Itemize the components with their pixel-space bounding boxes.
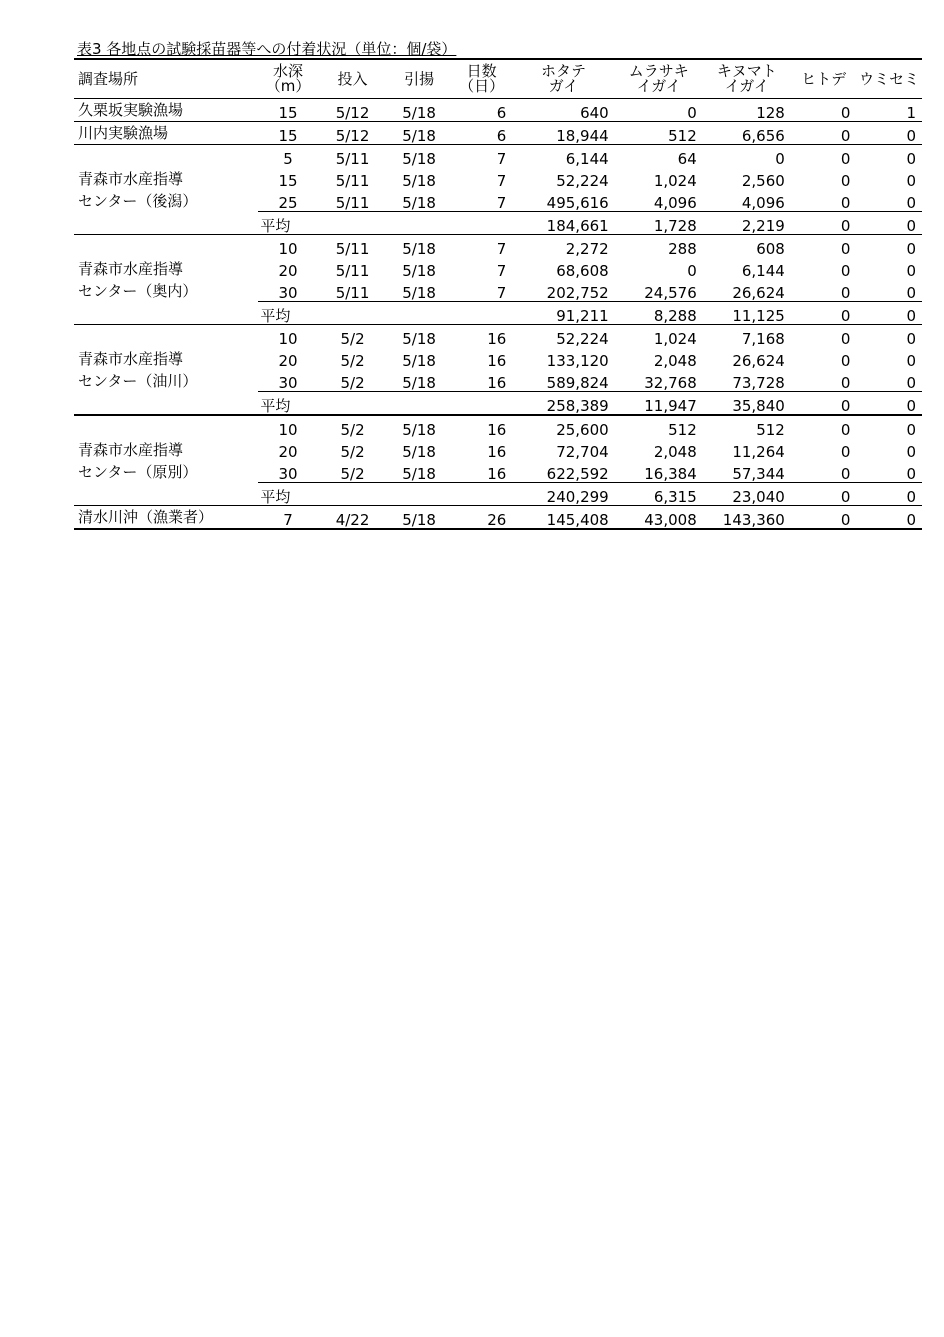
depth-cell: 30 — [278, 374, 298, 392]
header-murasaki: ムラサキ イガイ — [615, 59, 703, 99]
umisemi-cell: 0 — [906, 262, 916, 280]
murasaki-cell: 64 — [677, 150, 697, 168]
hitode-cell: 0 — [840, 240, 851, 258]
header-hotate: ホタテ ガイ — [512, 59, 614, 99]
average-hitode-cell: 0 — [791, 392, 857, 416]
hotate-cell: 202,752 — [546, 284, 609, 302]
out-cell: 5/18 — [402, 465, 436, 483]
days-cell: 16 — [487, 352, 507, 370]
hotate-cell: 18,944 — [512, 122, 614, 145]
kinumato-cell: 6,656 — [703, 122, 791, 145]
table-row — [74, 99, 922, 122]
table-row — [74, 122, 922, 145]
umisemi-cell: 1 — [856, 99, 922, 122]
header-in: 投入 — [318, 59, 388, 99]
in-cell: 5/2 — [340, 421, 365, 439]
days-cell: 7 — [496, 262, 507, 280]
hotate-cell: 640 — [512, 99, 614, 122]
hitode-cell: 0 — [840, 262, 851, 280]
average-umisemi-cell: 0 — [856, 392, 922, 416]
site-name-line: センター（油川） — [78, 371, 198, 390]
average-umisemi-cell: 0 — [856, 212, 922, 235]
hitode-cell: 0 — [840, 374, 851, 392]
site-cell — [74, 415, 258, 506]
header-row — [74, 59, 922, 99]
umisemi-cell: 0 — [856, 122, 922, 145]
site-cell — [74, 325, 258, 416]
site-cell — [74, 506, 258, 530]
murasaki-cell: 2,048 — [653, 443, 697, 461]
murasaki-cell: 1,024 — [653, 330, 697, 348]
average-label: 平均 — [258, 483, 512, 506]
header-site: 調査場所 — [74, 59, 258, 99]
murasaki-cell: 512 — [615, 122, 703, 145]
murasaki-cell: 0 — [687, 262, 697, 280]
average-kinumato-cell: 2,219 — [703, 212, 791, 235]
kinumato-cell: 4,096 — [741, 194, 785, 212]
depth-cell: 20 — [278, 352, 298, 370]
site-name-line: センター（奥内） — [78, 281, 198, 300]
table-row — [74, 415, 922, 438]
days-cell: 16 — [487, 465, 507, 483]
depth-cell: 30 — [278, 465, 298, 483]
days-cell: 7 — [496, 284, 507, 302]
hotate-cell: 495,616 — [546, 194, 609, 212]
out-cell: 5/18 — [402, 284, 436, 302]
murasaki-cell: 16,384 — [644, 465, 697, 483]
depth-cell: 15 — [278, 172, 298, 190]
days-cell: 7 — [496, 240, 507, 258]
header-days: 日数 （日） — [451, 59, 512, 99]
table-body — [74, 99, 922, 530]
umisemi-cell: 0 — [906, 172, 916, 190]
depth-cell: 30 — [278, 284, 298, 302]
umisemi-cell: 0 — [906, 421, 916, 439]
average-umisemi-cell: 0 — [856, 483, 922, 506]
depth-cell: 10 — [278, 421, 298, 439]
kinumato-cell: 608 — [756, 240, 785, 258]
hitode-cell: 0 — [791, 99, 857, 122]
murasaki-cell: 43,008 — [615, 506, 703, 530]
kinumato-cell: 73,728 — [732, 374, 785, 392]
in-cell: 5/11 — [335, 240, 370, 258]
average-hotate-cell: 91,211 — [512, 302, 614, 325]
umisemi-cell: 0 — [856, 506, 922, 530]
kinumato-cell: 26,624 — [732, 284, 785, 302]
hitode-cell: 0 — [840, 443, 851, 461]
out-cell: 5/18 — [402, 194, 436, 212]
kinumato-cell: 11,264 — [732, 443, 785, 461]
umisemi-cell: 0 — [906, 284, 916, 302]
murasaki-cell: 1,024 — [653, 172, 697, 190]
average-kinumato-cell: 35,840 — [703, 392, 791, 416]
murasaki-cell: 512 — [668, 421, 697, 439]
out-cell: 5/18 — [387, 506, 450, 530]
kinumato-cell: 7,168 — [741, 330, 785, 348]
in-cell: 5/12 — [318, 99, 388, 122]
out-cell: 5/18 — [402, 374, 436, 392]
average-label: 平均 — [258, 392, 512, 416]
umisemi-cell: 0 — [906, 330, 916, 348]
average-label: 平均 — [258, 302, 512, 325]
days-cell: 16 — [487, 374, 507, 392]
days-cell: 16 — [487, 330, 507, 348]
hotate-cell: 2,272 — [565, 240, 609, 258]
murasaki-cell: 288 — [668, 240, 697, 258]
out-cell: 5/18 — [387, 122, 450, 145]
umisemi-cell: 0 — [906, 374, 916, 392]
hitode-cell: 0 — [840, 172, 851, 190]
murasaki-cell: 0 — [615, 99, 703, 122]
depth-cell: 20 — [278, 262, 298, 280]
umisemi-cell: 0 — [906, 194, 916, 212]
hitode-cell: 0 — [840, 421, 851, 439]
murasaki-cell: 32,768 — [644, 374, 697, 392]
site-name-line: 青森市水産指導 — [78, 259, 184, 278]
hitode-cell: 0 — [840, 352, 851, 370]
umisemi-cell: 0 — [906, 240, 916, 258]
days-cell: 7 — [496, 150, 507, 168]
site-name-line: 川内実験漁場 — [78, 124, 169, 142]
in-cell: 5/12 — [318, 122, 388, 145]
depth-cell: 20 — [278, 443, 298, 461]
in-cell: 5/11 — [335, 284, 370, 302]
kinumato-cell: 57,344 — [732, 465, 785, 483]
hitode-cell: 0 — [840, 330, 851, 348]
header-kinumato: キヌマト イガイ — [703, 59, 791, 99]
depth-cell: 25 — [278, 194, 298, 212]
murasaki-cell: 2,048 — [653, 352, 697, 370]
table-row — [74, 506, 922, 530]
out-cell: 5/18 — [402, 421, 436, 439]
in-cell: 5/11 — [335, 150, 370, 168]
murasaki-cell: 4,096 — [653, 194, 697, 212]
in-cell: 5/11 — [335, 194, 370, 212]
in-cell: 4/22 — [318, 506, 388, 530]
out-cell: 5/18 — [402, 172, 436, 190]
kinumato-cell: 6,144 — [741, 262, 785, 280]
depth-cell: 10 — [278, 330, 298, 348]
hitode-cell: 0 — [791, 122, 857, 145]
hotate-cell: 52,224 — [556, 172, 609, 190]
kinumato-cell: 143,360 — [703, 506, 791, 530]
table-row — [74, 235, 922, 258]
hitode-cell: 0 — [791, 506, 857, 530]
average-hitode-cell: 0 — [791, 302, 857, 325]
umisemi-cell: 0 — [906, 150, 916, 168]
days-cell: 16 — [487, 421, 507, 439]
header-umisemi: ウミセミ — [856, 59, 922, 99]
hotate-cell: 68,608 — [556, 262, 609, 280]
header-depth: 水深 （m） — [258, 59, 317, 99]
average-umisemi-cell: 0 — [856, 302, 922, 325]
attachment-table — [74, 58, 922, 530]
days-cell: 6 — [451, 122, 512, 145]
kinumato-cell: 512 — [756, 421, 785, 439]
out-cell: 5/18 — [387, 99, 450, 122]
header-hitode: ヒトデ — [791, 59, 857, 99]
hotate-cell: 622,592 — [546, 465, 609, 483]
hotate-cell: 25,600 — [556, 421, 609, 439]
in-cell: 5/2 — [340, 374, 365, 392]
average-murasaki-cell: 1,728 — [615, 212, 703, 235]
kinumato-cell: 26,624 — [732, 352, 785, 370]
hitode-cell: 0 — [840, 194, 851, 212]
average-murasaki-cell: 8,288 — [615, 302, 703, 325]
out-cell: 5/18 — [402, 240, 436, 258]
depth-cell: 7 — [258, 506, 317, 530]
average-hotate-cell: 258,389 — [512, 392, 614, 416]
days-cell: 7 — [496, 172, 507, 190]
in-cell: 5/11 — [335, 172, 370, 190]
site-name-line: 清水川沖（漁業者） — [78, 508, 214, 526]
kinumato-cell: 128 — [703, 99, 791, 122]
depth-cell: 15 — [258, 122, 317, 145]
depth-cell: 10 — [278, 240, 298, 258]
header-out: 引揚 — [387, 59, 450, 99]
site-cell — [74, 235, 258, 325]
site-cell — [74, 99, 258, 122]
site-name-line: 久栗坂実験漁場 — [78, 101, 184, 119]
average-label: 平均 — [258, 212, 512, 235]
site-cell — [74, 145, 258, 235]
in-cell: 5/2 — [340, 352, 365, 370]
site-name-line: センター（後潟） — [78, 191, 198, 210]
days-cell: 16 — [487, 443, 507, 461]
average-hitode-cell: 0 — [791, 212, 857, 235]
days-cell: 6 — [451, 99, 512, 122]
umisemi-cell: 0 — [906, 465, 916, 483]
average-hotate-cell: 184,661 — [512, 212, 614, 235]
kinumato-cell: 0 — [775, 150, 785, 168]
in-cell: 5/11 — [335, 262, 370, 280]
site-name-line: 青森市水産指導 — [78, 169, 184, 188]
out-cell: 5/18 — [402, 352, 436, 370]
in-cell: 5/2 — [340, 465, 365, 483]
hotate-cell: 6,144 — [565, 150, 609, 168]
hotate-cell: 589,824 — [546, 374, 609, 392]
site-name-line: センター（原別） — [78, 462, 198, 481]
out-cell: 5/18 — [402, 150, 436, 168]
table-caption: 表3 各地点の試験採苗器等への付着状況（単位：個/袋） — [77, 40, 457, 58]
umisemi-cell: 0 — [906, 352, 916, 370]
hitode-cell: 0 — [840, 465, 851, 483]
in-cell: 5/2 — [340, 330, 365, 348]
depth-cell: 5 — [283, 150, 293, 168]
site-cell — [74, 122, 258, 145]
hotate-cell: 52,224 — [556, 330, 609, 348]
average-murasaki-cell: 11,947 — [615, 392, 703, 416]
days-cell: 7 — [496, 194, 507, 212]
days-cell: 26 — [451, 506, 512, 530]
out-cell: 5/18 — [402, 262, 436, 280]
hitode-cell: 0 — [840, 150, 851, 168]
murasaki-cell: 24,576 — [644, 284, 697, 302]
site-name-line: 青森市水産指導 — [78, 440, 184, 459]
hitode-cell: 0 — [840, 284, 851, 302]
umisemi-cell: 0 — [906, 443, 916, 461]
average-kinumato-cell: 11,125 — [703, 302, 791, 325]
average-murasaki-cell: 6,315 — [615, 483, 703, 506]
kinumato-cell: 2,560 — [741, 172, 785, 190]
out-cell: 5/18 — [402, 330, 436, 348]
hotate-cell: 145,408 — [512, 506, 614, 530]
out-cell: 5/18 — [402, 443, 436, 461]
depth-cell: 15 — [258, 99, 317, 122]
table-row — [74, 145, 922, 168]
average-hitode-cell: 0 — [791, 483, 857, 506]
average-kinumato-cell: 23,040 — [703, 483, 791, 506]
hotate-cell: 72,704 — [556, 443, 609, 461]
hotate-cell: 133,120 — [546, 352, 609, 370]
table-row — [74, 325, 922, 348]
site-name-line: 青森市水産指導 — [78, 349, 184, 368]
average-hotate-cell: 240,299 — [512, 483, 614, 506]
in-cell: 5/2 — [340, 443, 365, 461]
